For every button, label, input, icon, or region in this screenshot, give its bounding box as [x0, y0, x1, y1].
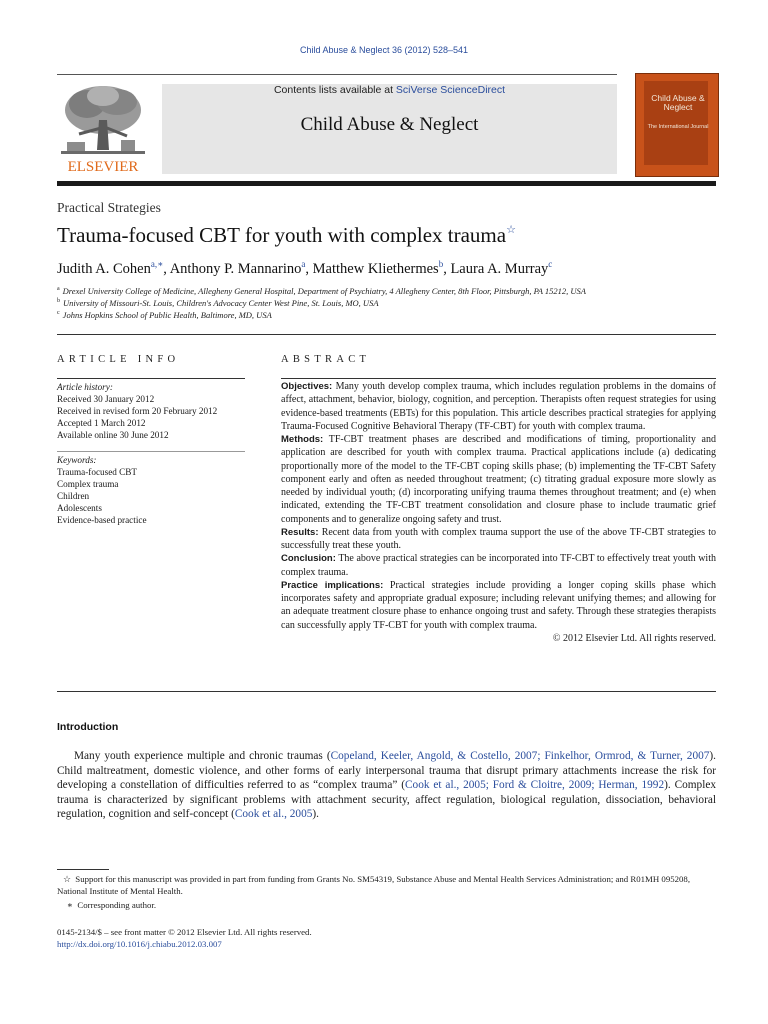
affiliation-c [57, 310, 272, 320]
author-separator: , [305, 261, 313, 277]
citation-link[interactable]: Cook et al., 2005; Ford & Cloitre, 2009; Herman, 1992 [405, 779, 665, 792]
sciencedirect-link[interactable]: SciVerse ScienceDirect [395, 84, 506, 96]
abstract-conclusion [281, 552, 716, 579]
keywords-rule [57, 451, 245, 452]
affiliation-b [57, 298, 379, 308]
issn-line: 0145-2134/$ – see front matter © 2012 Elsevier Ltd. All rights reserved. [57, 927, 312, 937]
title-footnote-mark[interactable]: ☆ [506, 224, 516, 236]
front-matter-rule [57, 334, 716, 335]
abstract-objectives [281, 380, 716, 433]
article-history [57, 381, 247, 441]
introduction-paragraph [57, 749, 716, 822]
abstract-copyright: © 2012 Elsevier Ltd. All rights reserved. [552, 632, 716, 644]
history-item: Received 30 January 2012 [57, 394, 155, 404]
intro-text: ). Child maltreatment, domestic violence, and other forms of early interpersonal trauma that disrupt primary attachments increase the risk for developing a constellation of difficulties referred to as “complex trauma” ( [57, 750, 716, 792]
doi-link[interactable]: http://dx.doi.org/10.1016/j.chiabu.2012.03.007 [57, 938, 222, 949]
journal-cover[interactable] [635, 73, 719, 177]
affiliation-mark: b [57, 298, 60, 305]
intro-text: ). Complex trauma is characterized by significant problems with attachment security, affect regulation, biological regulation, dissociation, behavioral regulation, cognition and self-concept ( [57, 779, 716, 821]
footnote-mark: ☆ [63, 874, 71, 884]
keyword: Trauma-focused CBT [57, 467, 138, 477]
abstract-rule [281, 378, 716, 379]
elsevier-logo [57, 80, 149, 176]
introduction-heading: Introduction [57, 721, 119, 733]
header-rule [57, 74, 617, 75]
cover-subtitle: The International Journal [647, 124, 709, 130]
article-title [57, 223, 516, 248]
masthead-rule [57, 181, 716, 186]
affiliation-mark: c [57, 310, 60, 317]
keywords-label: Keywords: [57, 455, 97, 465]
intro-text: ). [312, 808, 319, 821]
affiliation-a [57, 286, 586, 296]
cover-title: Child Abuse & Neglect [651, 93, 705, 112]
footnote-mark: ∗ [67, 900, 73, 910]
contents-line [162, 84, 617, 96]
history-label: Article history: [57, 382, 113, 392]
abstract-label: Results: [281, 526, 319, 538]
citation-link[interactable]: Cook et al., 2005 [234, 808, 313, 821]
journal-masthead [162, 84, 617, 174]
keywords [57, 454, 247, 526]
history-item: Accepted 1 March 2012 [57, 418, 146, 428]
keyword: Complex trauma [57, 479, 119, 489]
author-separator: , [163, 261, 170, 277]
author-name: Laura A. Murray [450, 261, 549, 277]
history-item: Available online 30 June 2012 [57, 430, 169, 440]
article-info-heading: ARTICLE INFO [57, 354, 180, 365]
author-affiliation-mark[interactable]: b [438, 259, 444, 269]
title-text: Trauma-focused CBT for youth with complex trauma [57, 223, 507, 247]
keyword: Children [57, 491, 90, 501]
abstract-text: TF-CBT treatment phases are described and modifications of timing, proportionality and application are described for youth with complex trauma. Practical applications include (a) dedicating proportionally more of the model to the TF-CBT coping skills phase; (b) implementing the TF-CBT Safety component early and often as needed throughout treatment; (c) titrating gradual exposure more slowly as needed by individual youth; (d) incorporating unifying trauma themes throughout treatment; and (e) when indicated, extending the TF-CBT treatment consolidation and closure phase to include traumatic grief components and to generalize ongoing safety and trust. [281, 434, 716, 525]
abstract-label: Conclusion: [281, 553, 336, 565]
author-affiliation-mark[interactable]: a [301, 259, 306, 269]
footnote-rule [57, 869, 109, 870]
keyword: Evidence-based practice [57, 515, 147, 525]
citation-link[interactable]: Copeland, Keeler, Angold, & Costello, 2007; Finkelhor, Ormrod, & Turner, 2007 [330, 750, 710, 762]
funding-footnote [57, 874, 716, 897]
elsevier-tree-icon [57, 80, 149, 176]
corresponding-author-footnote [57, 900, 716, 912]
keyword: Adolescents [57, 503, 102, 513]
author-separator: , [443, 261, 451, 277]
footnote-text: Support for this manuscript was provided in part from funding from Grants No. SM54319, Substance Abuse and Mental Health Services Administration; and R01MH 095208, National Institute of Mental Health. [57, 874, 691, 896]
article-section: Practical Strategies [57, 200, 161, 215]
abstract-practice-implications [281, 579, 716, 632]
footnotes [57, 874, 716, 912]
affiliation-mark: a [57, 286, 60, 293]
author-name: Anthony P. Mannarino [169, 261, 302, 277]
author-list [57, 259, 552, 278]
publisher-wordmark: ELSEVIER [67, 159, 139, 175]
abstract-heading: ABSTRACT [281, 354, 371, 365]
abstract-text: Many youth develop complex trauma, which includes regulation problems in the domains of affect, attachment, behavior, biology, cognition, and perception. Therapists often request strategies for using evidence-based treatments (EBTs) for this population. This article describes practical strategies for applying Trauma-Focused Cognitive Behavioral Therapy (TF-CBT) for youth with complex trauma. [281, 381, 716, 432]
abstract-results [281, 526, 716, 553]
abstract-text: Practical strategies include providing a longer coping skills phase which incorporates safety and appropriate gradual exposure; including relevant unifying themes; and allowing for an adequate treatment closure phase to enhance ongoing trust and safety. Through these strategies therapists can successfully apply TF-CBT for youth with complex trauma. [281, 579, 716, 631]
affiliation-text: Johns Hopkins School of Public Health, Baltimore, MD, USA [62, 310, 272, 320]
abstract-label: Practice implications: [281, 579, 384, 591]
author-name: Matthew Kliethermes [312, 261, 439, 277]
article-info-rule [57, 378, 245, 379]
journal-reference[interactable]: Child Abuse & Neglect 36 (2012) 528–541 [299, 45, 469, 55]
author-affiliation-mark[interactable]: a,∗ [150, 259, 164, 269]
history-item: Received in revised form 20 February 2012 [57, 406, 218, 416]
affiliation-text: University of Missouri-St. Louis, Children's Advocacy Center West Pine, St. Louis, MO, USA [63, 298, 379, 308]
abstract-text: Recent data from youth with complex trauma support the use of the above TF-CBT strategies to successfully treat these youth. [281, 526, 716, 551]
abstract-label: Objectives: [281, 381, 333, 392]
journal-name[interactable]: Child Abuse & Neglect [300, 114, 479, 135]
affiliation-text: Drexel University College of Medicine, Allegheny General Hospital, Department of Psychiatry, 4 Allegheny Center, 8th Floor, Pittsburgh, PA 15212, USA [62, 286, 586, 296]
contents-prefix: Contents lists available at [273, 84, 396, 96]
intro-text: Many youth experience multiple and chronic traumas ( [74, 750, 331, 762]
issn-block [57, 927, 716, 950]
abstract-body [281, 380, 716, 645]
author-affiliation-mark[interactable]: c [548, 259, 553, 269]
abstract-methods [281, 433, 716, 526]
author-name: Judith A. Cohen [57, 261, 151, 277]
footnote-text: Corresponding author. [77, 900, 157, 910]
abstract-label: Methods: [281, 434, 324, 445]
abstract-text: The above practical strategies can be incorporated into TF-CBT to effectively treat youth with complex trauma. [281, 553, 716, 578]
abstract-bottom-rule [57, 691, 716, 692]
